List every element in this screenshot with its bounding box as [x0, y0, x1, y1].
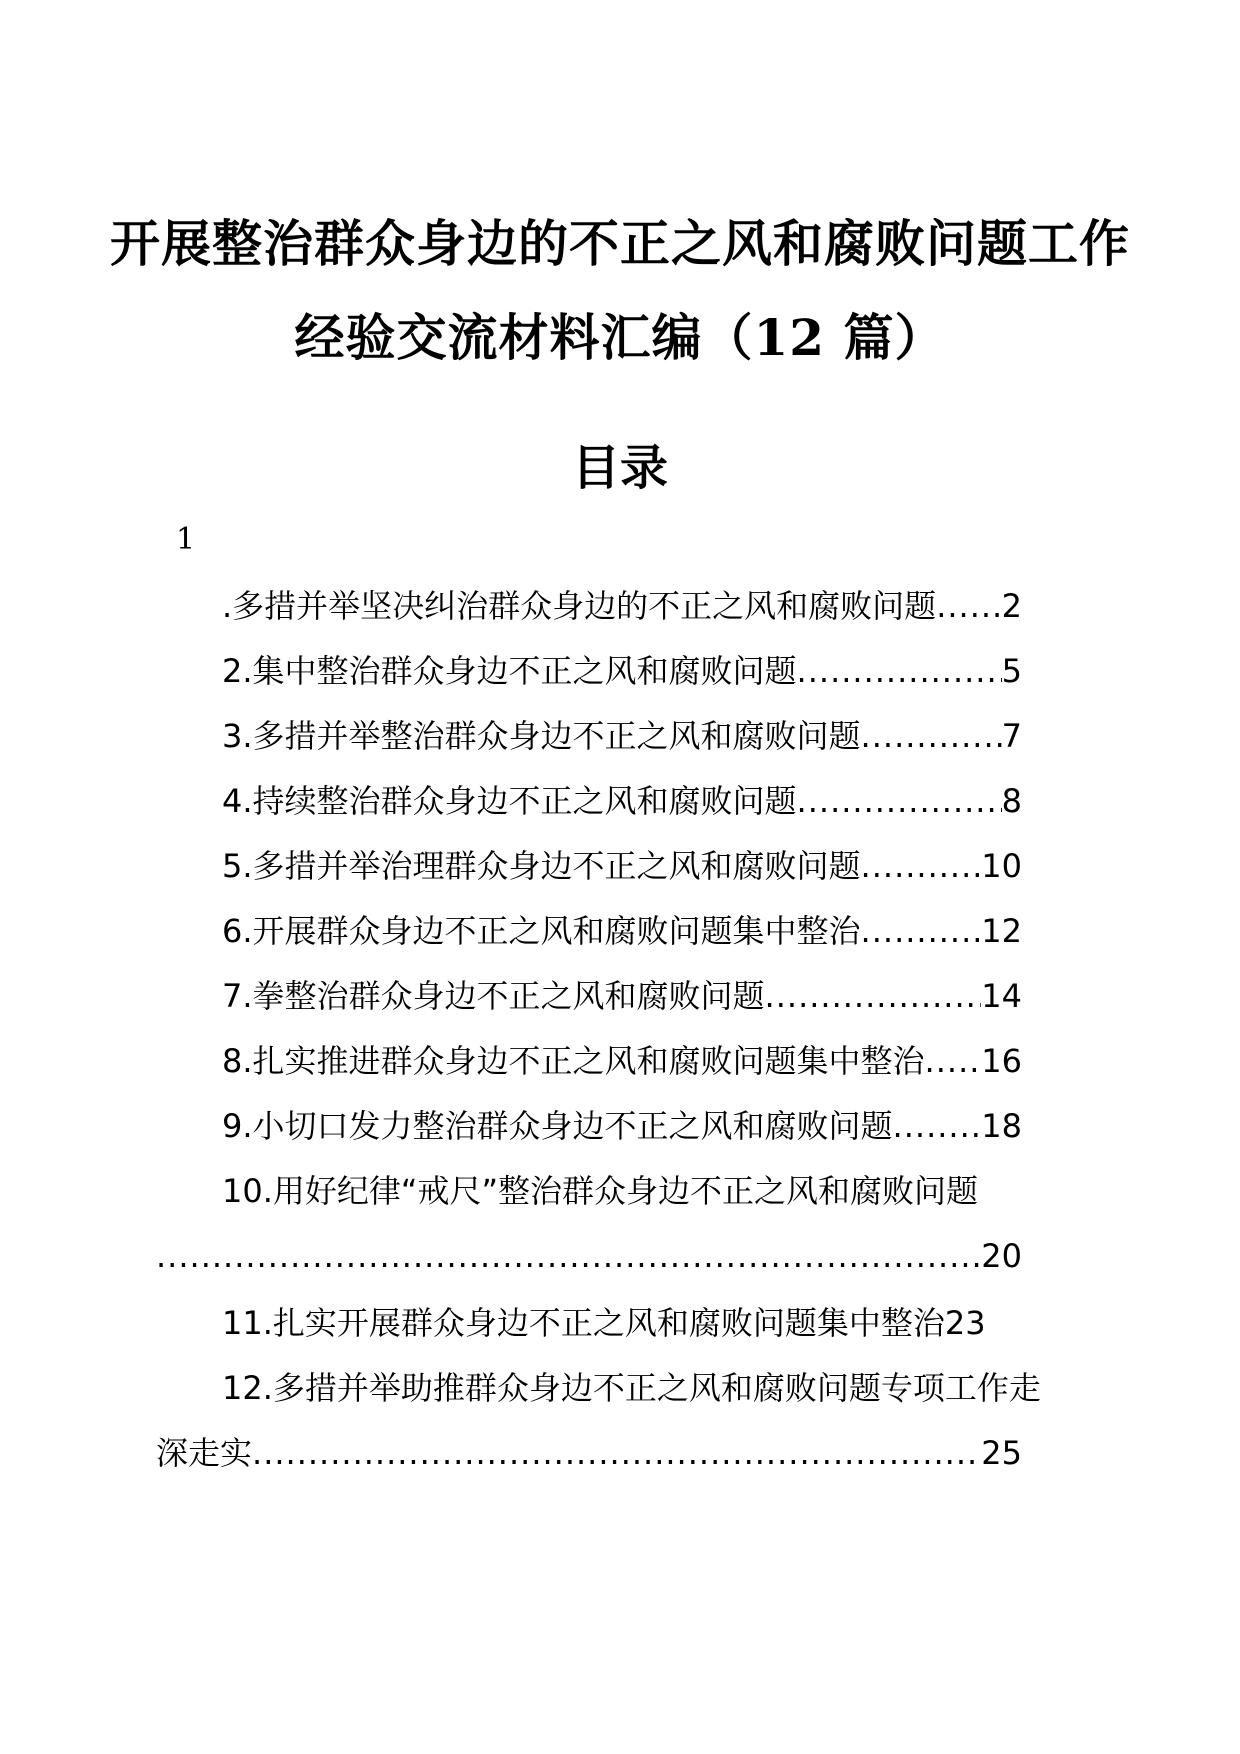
toc-entry-title: 深走实	[156, 1434, 253, 1472]
toc-entry-page: 23	[944, 1304, 986, 1342]
toc-leader-dots	[893, 1104, 982, 1148]
toc-entry-page: 25	[981, 1434, 1022, 1472]
document-title-line-1: 开展整治群众身边的不正之风和腐败问题工作	[110, 214, 1130, 273]
toc-entry-12-continuation[interactable]	[156, 1431, 1022, 1475]
toc-entry-6[interactable]	[222, 909, 1022, 953]
toc-entry-title: 8.扎实推进群众身边不正之风和腐败问题集中整治	[222, 1042, 925, 1080]
toc-entry-11[interactable]	[222, 1301, 986, 1345]
toc-entry-page: 8	[1001, 782, 1022, 820]
toc-entry-8[interactable]	[222, 1039, 1022, 1083]
toc-entry-2[interactable]	[222, 649, 1022, 693]
toc-entry-title: 3.多措并举整治群众身边不正之风和腐败问题	[222, 717, 861, 755]
document-title-line-2: 经验交流材料汇编（12 篇）	[294, 308, 946, 367]
toc-entry-10-title[interactable]: 10.用好纪律“戒尺”整治群众身边不正之风和腐败问题	[222, 1172, 979, 1210]
toc-leader-dots	[936, 584, 1001, 628]
toc-entry-page: 2	[1001, 587, 1022, 625]
toc-entry-12-title[interactable]: 12.多措并举助推群众身边不正之风和腐败问题专项工作走	[222, 1369, 1041, 1407]
toc-entry-page: 12	[981, 912, 1022, 950]
toc-entry-title: 11.扎实开展群众身边不正之风和腐败问题集中整治	[222, 1304, 945, 1342]
toc-entry-title: 7.拳整治群众身边不正之风和腐败问题	[222, 977, 765, 1015]
toc-leader-dots	[156, 1234, 981, 1278]
toc-entry-9[interactable]	[222, 1104, 1022, 1148]
toc-entry-title: 9.小切口发力整治群众身边不正之风和腐败问题	[222, 1107, 893, 1145]
toc-entry-5[interactable]	[222, 844, 1022, 888]
toc-entry-title: .多措并举坚决纠治群众身边的不正之风和腐败问题	[222, 587, 937, 625]
toc-leader-dots	[861, 714, 1002, 758]
toc-heading: 目录	[571, 440, 668, 496]
toc-entry-1[interactable]	[222, 584, 1022, 628]
toc-leader-dots	[861, 909, 982, 953]
toc-entry-title: 4.持续整治群众身边不正之风和腐败问题	[222, 782, 797, 820]
toc-entry-4[interactable]	[222, 779, 1022, 823]
toc-entry-page: 20	[981, 1237, 1022, 1275]
toc-entry-page: 18	[981, 1107, 1022, 1145]
toc-leader-dots	[797, 779, 1002, 823]
toc-leader-dots	[925, 1039, 982, 1083]
toc-entry-10-leader-line[interactable]	[156, 1234, 1022, 1278]
toc-entry-page: 7	[1001, 717, 1022, 755]
toc-entry-title: 2.集中整治群众身边不正之风和腐败问题	[222, 652, 797, 690]
stray-page-number: 1	[176, 522, 196, 557]
toc-entry-page: 16	[981, 1042, 1022, 1080]
toc-leader-dots	[252, 1431, 981, 1475]
toc-entry-7[interactable]	[222, 974, 1022, 1018]
toc-entry-title: 5.多措并举治理群众身边不正之风和腐败问题	[222, 847, 861, 885]
toc-leader-dots	[797, 649, 1002, 693]
toc-leader-dots	[765, 974, 982, 1018]
toc-entry-page: 5	[1001, 652, 1022, 690]
toc-entry-3[interactable]	[222, 714, 1022, 758]
toc-entry-title: 6.开展群众身边不正之风和腐败问题集中整治	[222, 912, 861, 950]
toc-entry-page: 14	[981, 977, 1022, 1015]
toc-entry-page: 10	[981, 847, 1022, 885]
toc-leader-dots	[861, 844, 982, 888]
